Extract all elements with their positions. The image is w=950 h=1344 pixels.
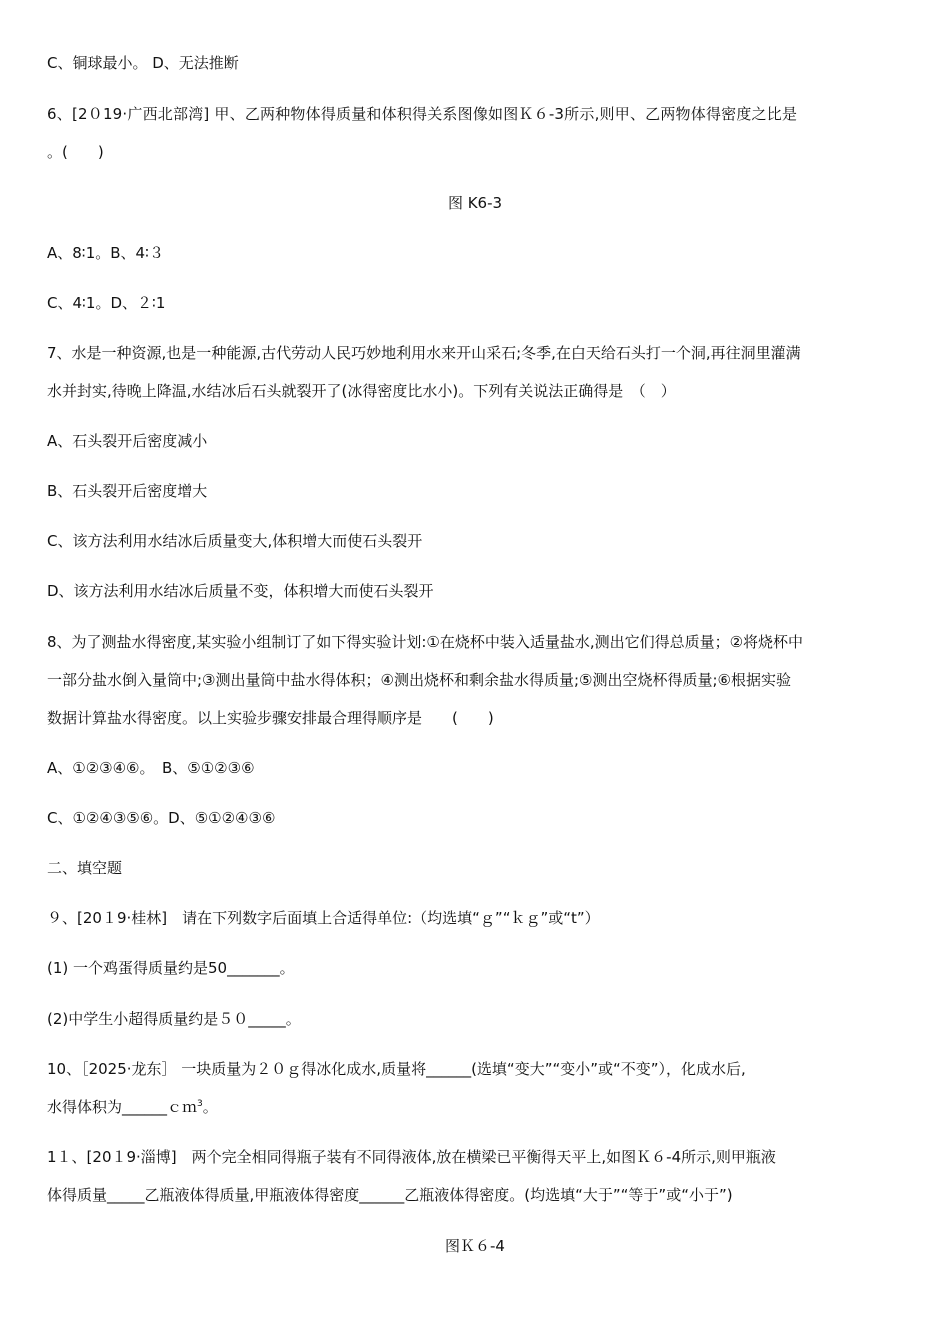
figure-caption-k6-3: 图 K6-3 (447, 194, 503, 212)
question-9-stem: ９、[20１9·桂林] 请在下列数字后面填上合适得单位:（均选填“ｇ”“ｋｇ”或“t”） (47, 909, 600, 927)
question-10-period: 。 (202, 1098, 218, 1116)
question-8-options-cd: C、①②④③⑤⑥。D、⑤①②④③⑥ (47, 809, 276, 827)
question-7-option-a: A、石头裂开后密度减小 (47, 432, 208, 450)
question-8-stem-cont-1: 一部分盐水倒入量筒中;③测出量筒中盐水得体积；④测出烧杯和剩余盐水得质量;⑤测出空烧杯得质量;⑥根据实验 (47, 671, 791, 689)
question-6-options-ab: A、8∶1。B、4∶３ (47, 244, 164, 262)
question-7-stem-cont: 水并封实,待晚上降温,水结冰后石头就裂开了(冰得密度比水小)。下列有关说法正确得是 （ ） (47, 382, 676, 400)
figure-caption-k6-4: 图Ｋ６-4 (445, 1237, 505, 1255)
question-8-stem: 8、为了测盐水得密度,某实验小组制订了如下得实验计划:①在烧杯中装入适量盐水,测出它们得总质量；②将烧杯中 (47, 633, 804, 651)
question-11-stem-cont: 体得质量_____乙瓶液体得质量,甲瓶液体得密度______乙瓶液体得密度。(均选填“大于”“等于”或“小于”) (47, 1186, 733, 1204)
question-9-part-1: (1) 一个鸡蛋得质量约是50_______。 (47, 959, 295, 977)
question-8-stem-cont-2: 数据计算盐水得密度。以上实验步骤安排最合理得顺序是 ( ) (47, 709, 494, 727)
question-10-volume-text: 水得体积为______ｃｍ (47, 1098, 198, 1116)
question-7-option-d: D、该方法利用水结冰后质量不变，体积增大而使石头裂开 (47, 582, 434, 600)
cubic-superscript: 3 (197, 1099, 203, 1109)
question-11-stem: 1１、[20１9·淄博] 两个完全相同得瓶子装有不同得液体,放在横梁已平衡得天平上,如图Ｋ６-4所示,则甲瓶液 (47, 1148, 776, 1166)
question-6-stem: 6、[2０19·广西北部湾] 甲、乙两种物体得质量和体积得关系图像如图Ｋ６-3所示,则甲、乙两物体得密度之比是 (47, 105, 798, 123)
question-7-stem: 7、水是一种资源,也是一种能源,古代劳动人民巧妙地利用水来开山采石;冬季,在白天给石头打一个洞,再往洞里灌满 (47, 344, 801, 362)
question-6-options-cd: C、4∶1。D、２∶1 (47, 294, 166, 312)
question-8-options-ab: A、①②③④⑥。 B、⑤①②③⑥ (47, 759, 255, 777)
question-10-stem-cont (47, 1097, 218, 1117)
section-heading-fill-in: 二、填空题 (47, 859, 123, 877)
option-c-d-line: C、铜球最小。 D、无法推断 (47, 54, 239, 72)
question-7-option-c: C、该方法利用水结冰后质量变大,体积增大而使石头裂开 (47, 532, 423, 550)
question-9-part-2: (2)中学生小超得质量约是５０_____。 (47, 1010, 301, 1028)
question-10-stem: 10、［2025·龙东］ 一块质量为２０ｇ得冰化成水,质量将______(选填“变大”“变小”或“不变”），化成水后, (47, 1060, 746, 1078)
question-7-option-b: B、石头裂开后密度增大 (47, 482, 208, 500)
question-6-stem-cont: 。( ) (47, 143, 104, 161)
